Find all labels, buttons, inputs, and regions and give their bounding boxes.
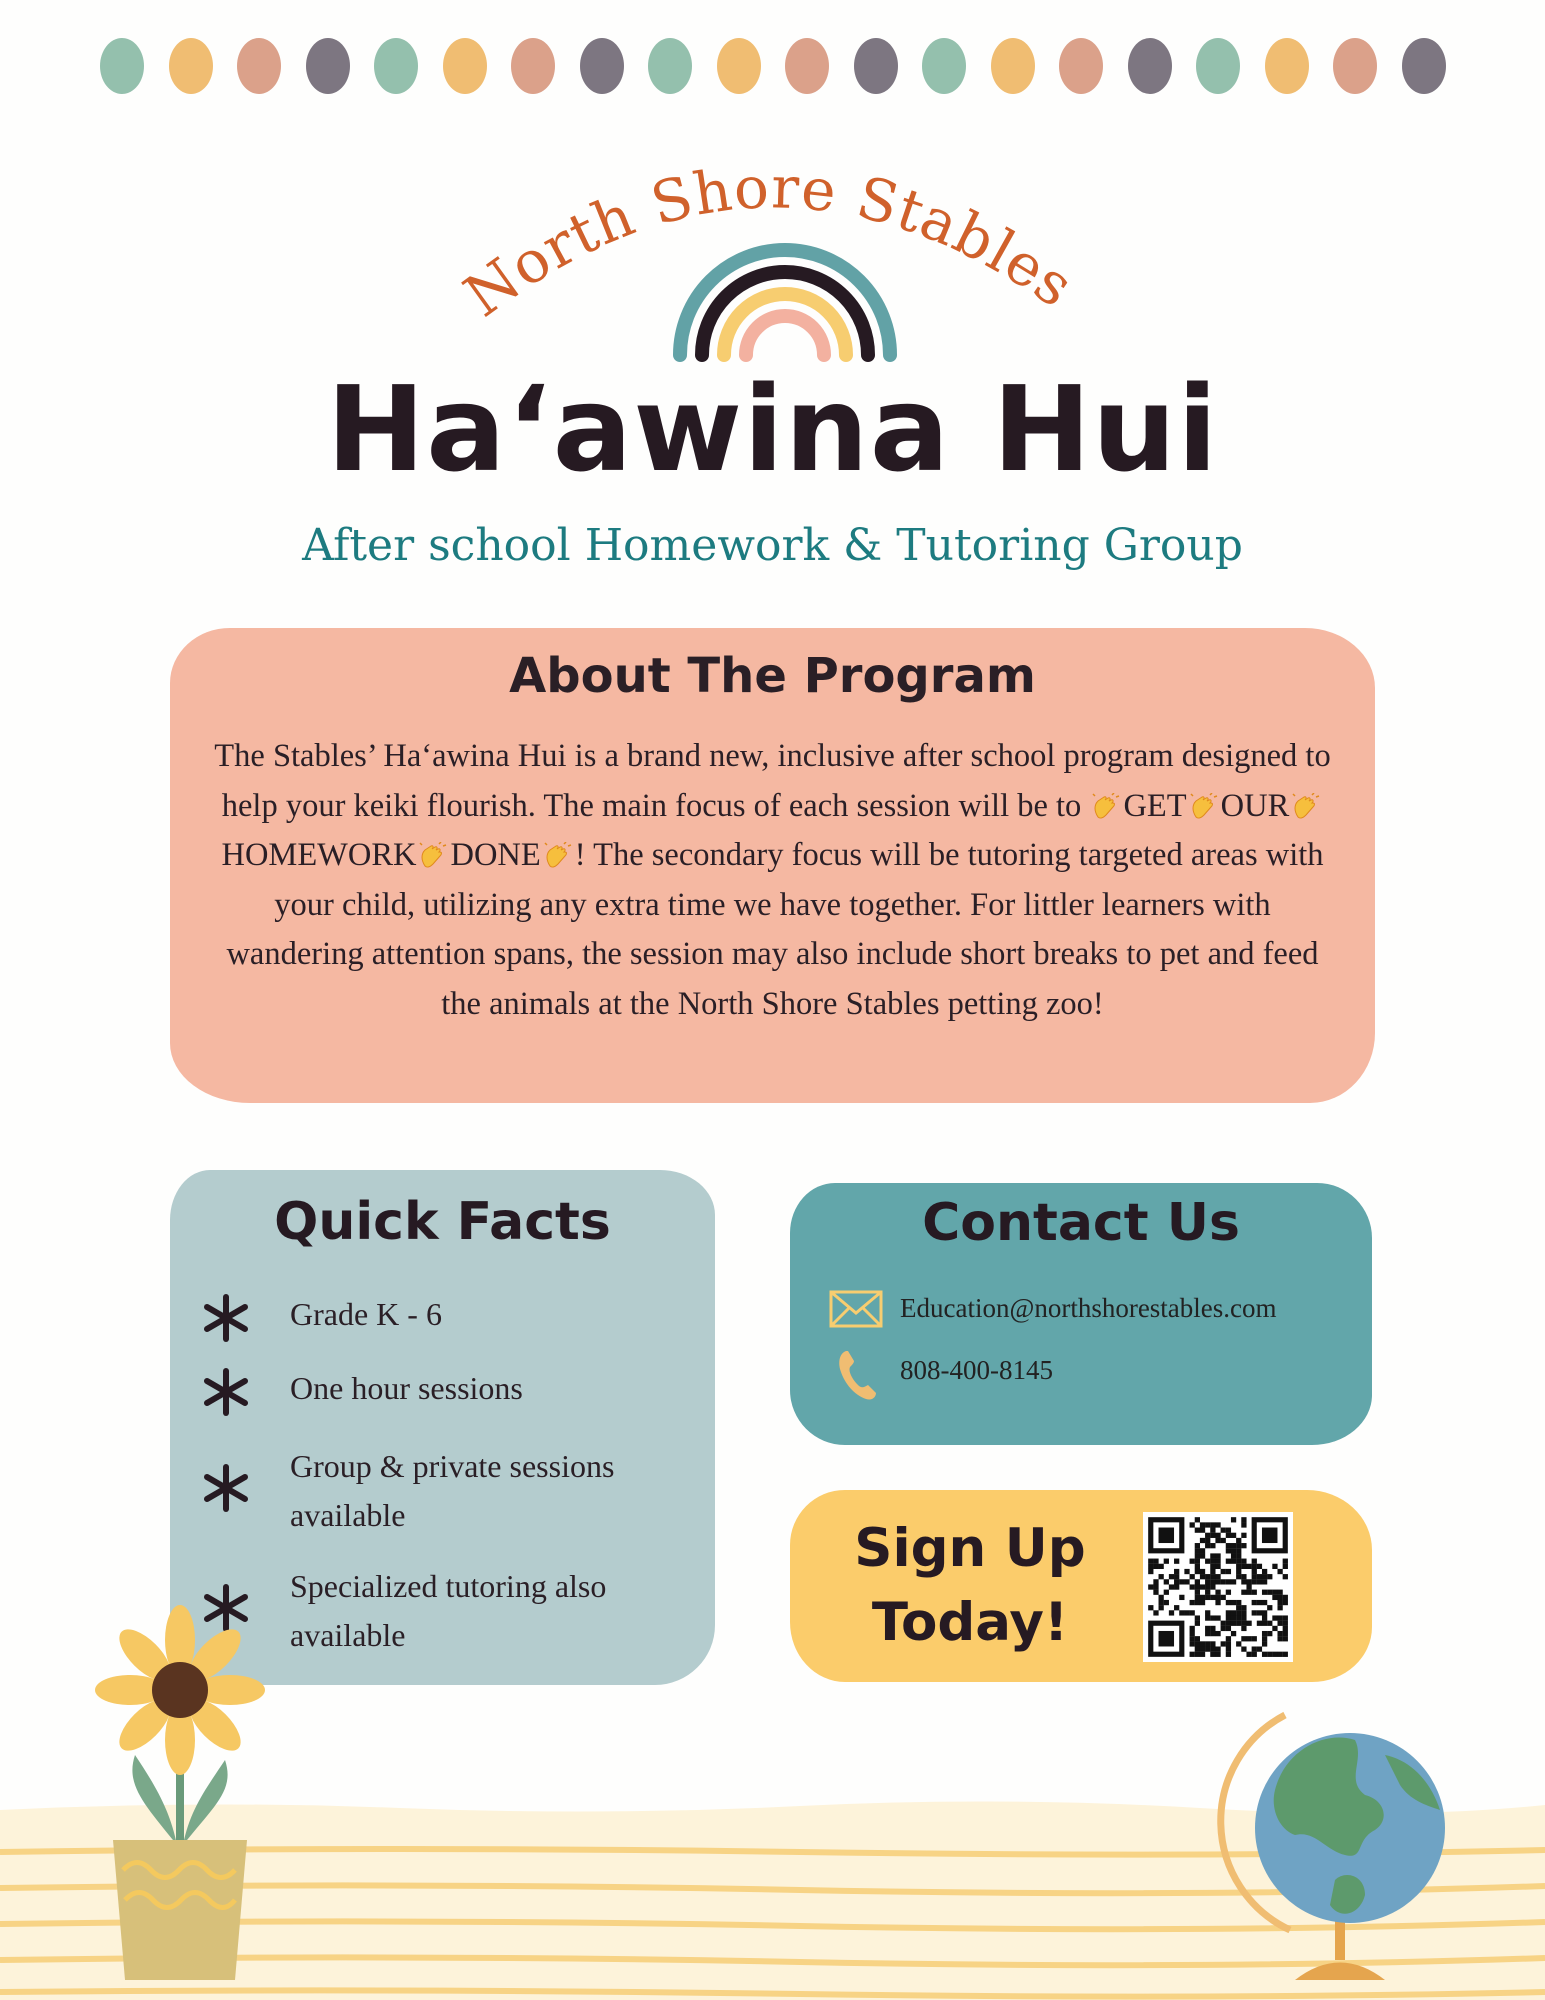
fact-text: Group & private sessions available [290, 1448, 615, 1533]
decorative-dot [1402, 38, 1446, 94]
chant-word: HOMEWORK [221, 837, 417, 873]
clapping-hands-icon [419, 834, 447, 860]
asterisk-bullet-icon [200, 1366, 252, 1418]
decorative-dot [511, 38, 555, 94]
clapping-hands-icon [1092, 785, 1120, 811]
rainbow-logo-icon [670, 225, 900, 365]
quick-facts-heading: Quick Facts [274, 1192, 611, 1252]
decorative-dot [306, 38, 350, 94]
asterisk-bullet-icon [200, 1292, 252, 1344]
chant-word: OUR [1220, 787, 1290, 824]
contact-phone[interactable]: 808-400-8145 [900, 1355, 1053, 1385]
sunflower-pot-icon [85, 1595, 275, 1985]
about-heading: About The Program [509, 648, 1036, 704]
decorative-dot [1265, 38, 1309, 94]
qr-code-icon[interactable] [1143, 1512, 1293, 1662]
about-intro-text: The Stables’ Haʻawina Hui is a brand new, inclusive after school program designed to help your keiki flourish. The main focus of each session will be to [214, 738, 1331, 824]
contact-card [790, 1183, 1372, 1445]
page-title: Ha‘awina Hui [326, 360, 1219, 498]
signup-line-2: Today! [871, 1592, 1069, 1653]
decorative-dot [648, 38, 692, 94]
clapping-hands-icon [1190, 785, 1218, 811]
decorative-dot [717, 38, 761, 94]
decorative-dot [237, 38, 281, 94]
decorative-dot [1059, 38, 1103, 94]
decorative-dot [922, 38, 966, 94]
decorative-dot [1128, 38, 1172, 94]
about-closing-text: ! The secondary focus will be tutoring targeted areas with your child, utilizing any extra time we have together. For littler learners with wandering attention spans, the session may also include short breaks to pet and feed the animals at the North Shore Stables petting zoo! [226, 837, 1324, 1022]
contact-email[interactable]: Education@northshorestables.com [900, 1293, 1277, 1323]
signup-line-1: Sign Up [854, 1518, 1086, 1579]
decorative-dot [1196, 38, 1240, 94]
about-paragraph [206, 732, 1339, 1029]
chant-word: DONE [450, 837, 541, 873]
decorative-dot [991, 38, 1035, 94]
globe-icon [1215, 1680, 1465, 1990]
page-subtitle: After school Homework & Tutoring Group [302, 520, 1243, 571]
clapping-hands-icon [544, 834, 572, 860]
phone-icon [836, 1347, 880, 1403]
contact-heading: Contact Us [922, 1193, 1240, 1253]
decorative-dot [100, 38, 144, 94]
decorative-dot [169, 38, 213, 94]
fact-text: One hour sessions [290, 1370, 523, 1406]
fact-text: Specialized tutoring also available [290, 1568, 607, 1653]
signup-card[interactable] [790, 1490, 1372, 1682]
chant-word: GET [1123, 787, 1187, 824]
org-name-text: North Shore Stables [451, 153, 1087, 331]
envelope-icon [828, 1289, 884, 1329]
decorative-dot [854, 38, 898, 94]
signup-label[interactable] [850, 1512, 1090, 1660]
decorative-dot [785, 38, 829, 94]
decorative-dot [443, 38, 487, 94]
decorative-dot [580, 38, 624, 94]
decorative-dots-row [100, 38, 1450, 96]
decorative-dot [1333, 38, 1377, 94]
asterisk-bullet-icon [200, 1462, 252, 1514]
clapping-hands-icon [1292, 785, 1320, 811]
decorative-dot [374, 38, 418, 94]
about-program-card [170, 628, 1375, 1103]
fact-text: Grade K - 6 [290, 1296, 442, 1332]
